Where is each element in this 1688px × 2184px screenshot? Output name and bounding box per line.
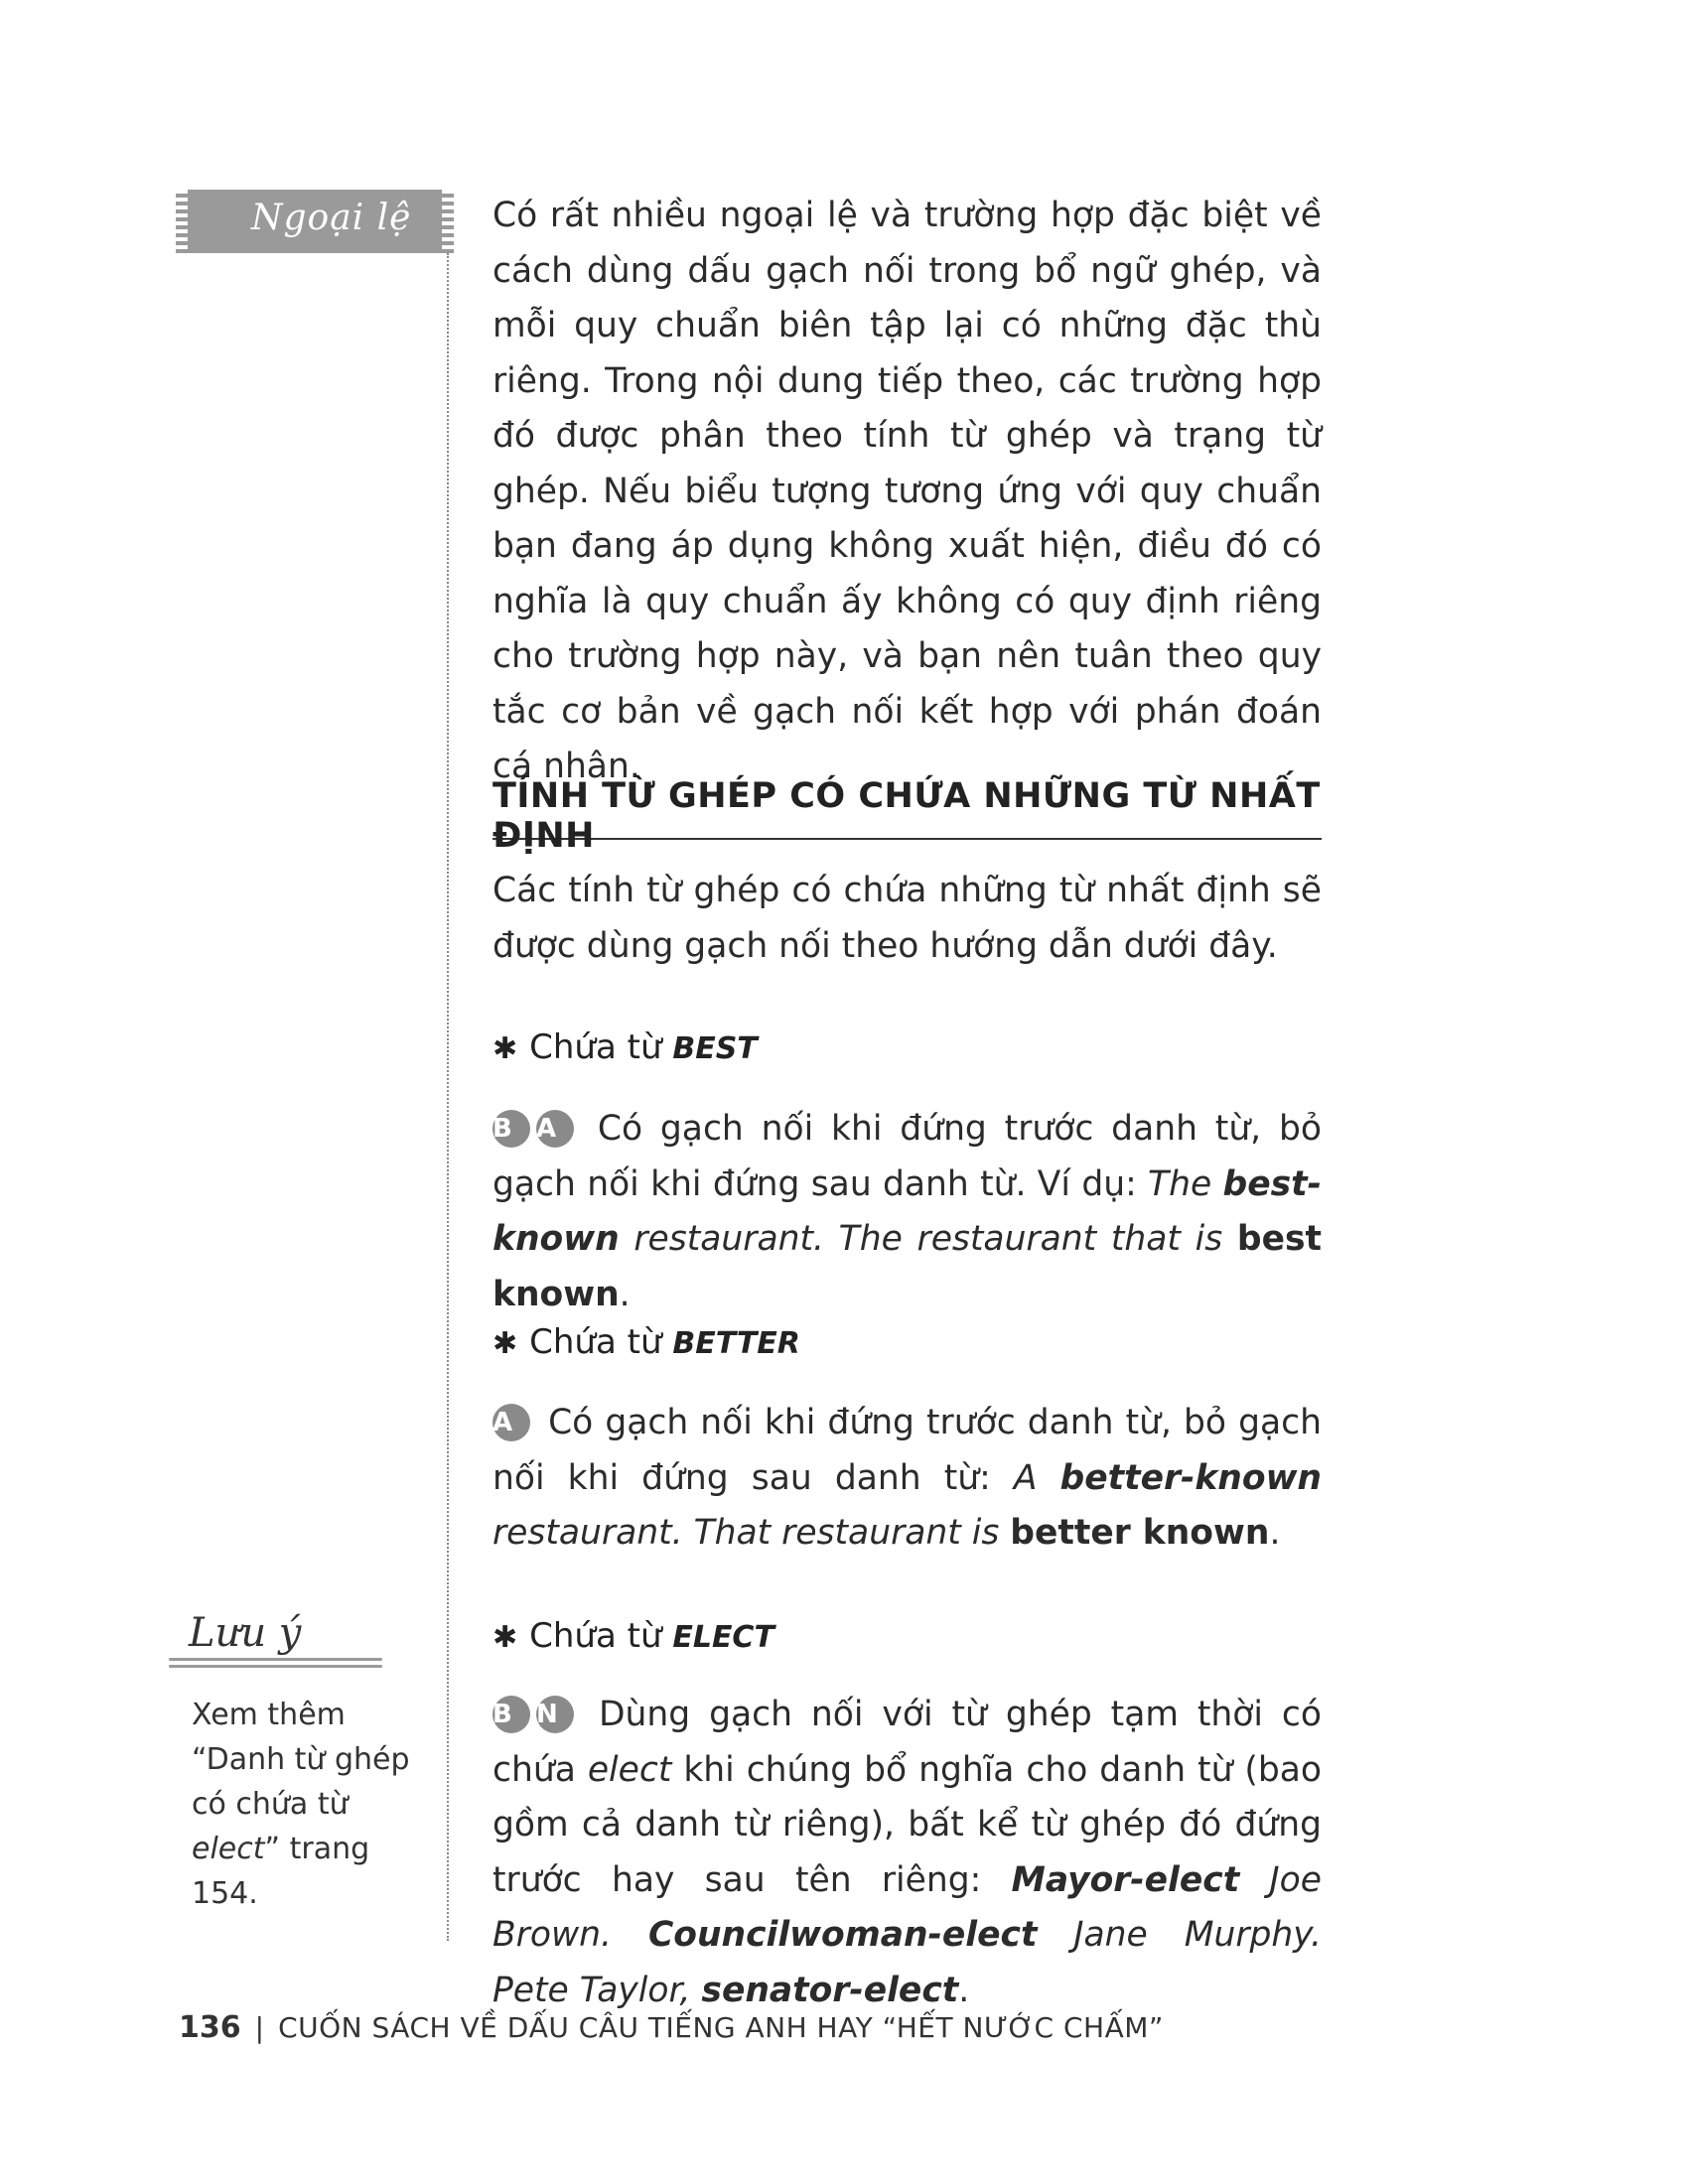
page-number: 136: [179, 2010, 241, 2045]
style-badge-icon: A: [536, 1110, 574, 1148]
star-icon: ✱: [492, 1326, 518, 1361]
page-footer: [179, 2010, 1164, 2045]
note-text: [192, 1693, 430, 1916]
entry-elect-text: [492, 1688, 1322, 2018]
section-lead: Các tính từ ghép có chứa những từ nhất định sẽ được dùng gạch nối theo hướng dẫn dưới đây.: [492, 871, 1322, 966]
book-title: CUỐN SÁCH VỀ DẤU CÂU TIẾNG ANH HAY “HẾT NƯỚC CHẤM”: [278, 2011, 1164, 2044]
intro-paragraph: Có rất nhiều ngoại lệ và trường hợp đặc biệt về cách dùng dấu gạch nối trong bổ ngữ ghép, và mỗi quy chuẩn biên tập lại có những đặc thù riêng. Trong nội dung tiếp theo, các trường hợp đó được phân theo tính từ ghép và trạng từ ghép. Nếu biểu tượng tương ứng với quy chuẩn bạn đang áp dụng không xuất hiện, điều đó có nghĩa là quy chuẩn ấy không có quy định riêng cho trường hợp này, và bạn nên tuân theo quy tắc cơ bản về gạch nối kết hợp với phán đoán cá nhân.: [492, 196, 1322, 786]
note-text-italic: elect: [192, 1832, 265, 1866]
example-punct: .: [1269, 1513, 1281, 1553]
subheading-word: ELECT: [672, 1620, 774, 1655]
star-icon: ✱: [492, 1620, 518, 1655]
subheading-better: [492, 1322, 800, 1362]
example-bold: best known: [492, 1219, 1322, 1314]
subheading-word: BETTER: [672, 1326, 800, 1361]
style-badge-icon: B: [492, 1110, 530, 1148]
entry-best-text: [492, 1102, 1322, 1322]
example-bold: better known: [1010, 1513, 1270, 1553]
subheading-word: BEST: [672, 1031, 758, 1066]
subheading-elect: [492, 1616, 774, 1656]
example-bold: Mayor-elect: [1011, 1859, 1240, 1900]
example-bold: best-known: [492, 1163, 1322, 1259]
style-badge-icon: B: [492, 1696, 530, 1733]
entry-text: Có gạch nối khi đứng trước danh từ, bỏ gạch nối khi đứng sau danh từ. Ví dụ:: [492, 1109, 1323, 1204]
example-text: Joe Brown.: [492, 1859, 1322, 1955]
example-text: The: [1148, 1163, 1223, 1204]
example-text: restaurant. The restaurant that is: [619, 1219, 1237, 1259]
entry-text: Dùng gạch nối với từ ghép tạm thời có chứa: [492, 1695, 1322, 1790]
section-heading-text: TÍNH TỪ GHÉP CÓ CHỨA NHỮNG TỪ NHẤT ĐỊNH: [492, 776, 1321, 856]
example-bold: better-known: [1059, 1457, 1322, 1498]
example-text: A: [1013, 1457, 1060, 1498]
entry-text-italic: elect: [587, 1749, 672, 1790]
section-heading: [492, 776, 1322, 856]
style-badge-icon: A: [492, 1404, 530, 1441]
entry-better-text: [492, 1396, 1322, 1562]
example-text: Jane Murphy. Pete Taylor,: [492, 1915, 1322, 2010]
note-text-part: ” trang 154.: [192, 1832, 370, 1911]
margin-divider: [447, 253, 449, 1941]
tab-ragged-edge-left: [176, 190, 188, 253]
margin-tab-label: Ngoại lệ: [251, 198, 412, 238]
subheading-best: [492, 1027, 758, 1067]
subheading-label: Chứa từ: [529, 1322, 662, 1362]
example-text: restaurant. That restaurant is: [492, 1513, 1011, 1553]
footer-separator: |: [254, 2011, 265, 2044]
note-heading: Lưu ý: [189, 1610, 302, 1656]
entry-text: Có gạch nối khi đứng trước danh từ, bỏ gạch nối khi đứng sau danh từ:: [492, 1403, 1322, 1498]
margin-tab: [182, 190, 448, 253]
note-underline: [169, 1658, 382, 1672]
example-punct: .: [619, 1274, 631, 1314]
subheading-label: Chứa từ: [529, 1616, 662, 1656]
note-text-part: Xem thêm “Danh từ ghép có chứa từ: [192, 1698, 410, 1822]
tab-ragged-edge-right: [442, 190, 454, 253]
example-punct: .: [958, 1970, 970, 2010]
star-icon: ✱: [492, 1031, 518, 1066]
style-badge-icon: N: [536, 1696, 574, 1733]
example-bold: Councilwoman-elect: [647, 1915, 1038, 1955]
entry-text: khi chúng bổ nghĩa cho danh từ (bao gồm cả danh từ riêng), bất kể từ ghép đó đứng trước hay sau tên riêng:: [492, 1749, 1322, 1900]
subheading-label: Chứa từ: [529, 1027, 662, 1067]
example-bold: senator-elect: [701, 1970, 959, 2010]
